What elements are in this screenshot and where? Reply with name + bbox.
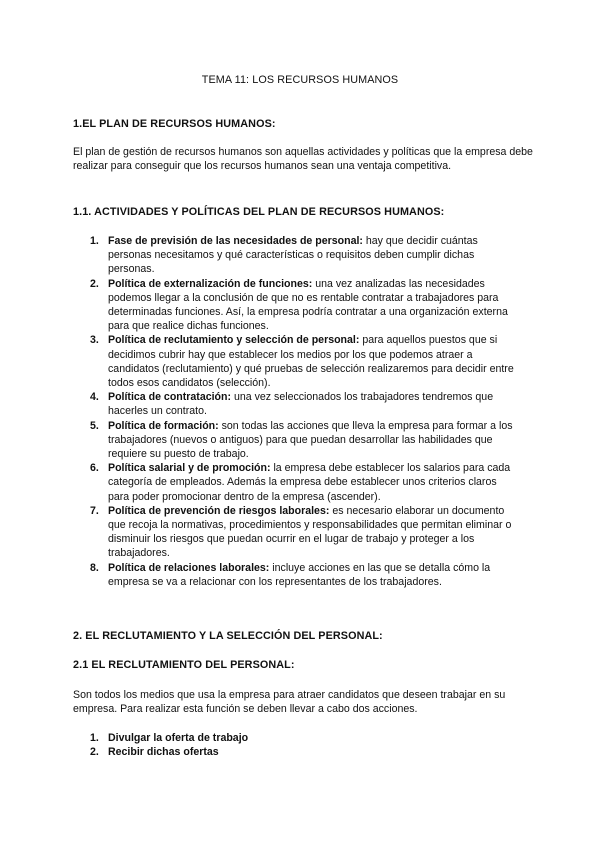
section-2-1-heading: 2.1 EL RECLUTAMIENTO DEL PERSONAL: (73, 659, 295, 671)
list-item-number: 1. (90, 732, 99, 744)
list-item-term: Política de relaciones laborales: (108, 561, 270, 574)
list-item-text: incluye acciones en las que se detalla cómo la empresa se va a relacionar con los representantes de los trabajadores. (108, 561, 491, 588)
list-item-number: 2. (90, 277, 99, 290)
list-item-text: son todas las acciones que lleva la empresa para formar a los trabajadores (nuevos o antiguos) para que puedan desarrollar las habilidades que requiere su puesto de trabajo. (108, 419, 513, 461)
list-item (73, 419, 518, 462)
section-1-paragraph: El plan de gestión de recursos humanos son aquellas actividades y políticas que la empresa debe realizar para conseguir que los recursos humanos sean una ventaja competitiva. (73, 146, 533, 173)
list-item-term: Política de reclutamiento y selección de personal: (108, 334, 360, 347)
list-item (73, 234, 518, 277)
list-item-number: 2. (90, 746, 99, 759)
list-item-text: para aquellos puestos que si decidimos cubrir hay que establecer los medios por los que podemos atraer a candidatos (reclutamiento) y qué pruebas de selección realizaremos para decidir entre todos esos candidatos (selección). (108, 334, 514, 390)
list-item (73, 461, 518, 504)
list-item (73, 390, 518, 418)
list-item-number: 8. (90, 561, 99, 574)
recruitment-actions-list (73, 731, 518, 759)
list-item-term: Política de contratación: (108, 391, 232, 404)
list-item-term: Política de prevención de riesgos laborales: (108, 504, 330, 517)
list-item (73, 277, 518, 334)
list-item-number: 3. (90, 334, 99, 347)
list-item (73, 504, 518, 561)
section-1-heading: 1.EL PLAN DE RECURSOS HUMANOS: (73, 118, 276, 130)
policies-list (73, 234, 518, 589)
section-2-1-paragraph: Son todos los medios que usa la empresa para atraer candidatos que deseen trabajar en su empresa. Para realizar esta función se deben llevar a cabo dos acciones. (73, 689, 506, 716)
list-item-text: la empresa debe establecer los salarios para cada categoría de empleados. Además la empresa debe establecer unos criterios claros para poder promocionar dentro de la empresa (ascender). (108, 462, 511, 503)
list-item-number: 1. (90, 235, 99, 247)
list-item-term: Divulgar la oferta de trabajo (108, 732, 249, 744)
document-title: TEMA 11: LOS RECURSOS HUMANOS (201, 74, 399, 86)
list-item-number: 7. (90, 504, 99, 517)
list-item-number: 6. (90, 462, 99, 475)
list-item-term: Fase de previsión de las necesidades de personal: (108, 235, 363, 247)
list-item-term: Política salarial y de promoción: (108, 462, 271, 475)
section-1-1-heading: 1.1. ACTIVIDADES Y POLÍTICAS DEL PLAN DE RECURSOS HUMANOS: (73, 206, 445, 218)
list-item (73, 745, 518, 759)
list-item-term: Política de formación: (108, 419, 219, 432)
list-item-text: es necesario elaborar un documento que recoja la normativas, procedimientos y responsabilidades que permitan eliminar o disminuir los riesgos que puedan ocurrir en el lugar de trabajo y proteger a los trabajadores. (108, 504, 512, 560)
list-item (73, 731, 518, 745)
list-item-text: una vez analizadas las necesidades podemos llegar a la conclusión de que no es rentable contratar a trabajadores para determinadas funciones. Así, la empresa podría contratar a una organización externa para que realice dichas funciones. (108, 277, 508, 333)
list-item-number: 4. (90, 391, 99, 404)
list-item-term: Política de externalización de funciones: (108, 277, 313, 290)
list-item (73, 561, 518, 589)
list-item-term: Recibir dichas ofertas (108, 746, 219, 759)
list-item (73, 333, 518, 390)
list-item-text: una vez seleccionados los trabajadores tendremos que hacerles un contrato. (108, 391, 494, 418)
section-2-heading: 2. EL RECLUTAMIENTO Y LA SELECCIÓN DEL PERSONAL: (73, 630, 383, 642)
list-item-text: hay que decidir cuántas personas necesitamos y qué características o requisitos deben cumplir dichas personas. (108, 235, 478, 276)
list-item-number: 5. (90, 419, 99, 432)
